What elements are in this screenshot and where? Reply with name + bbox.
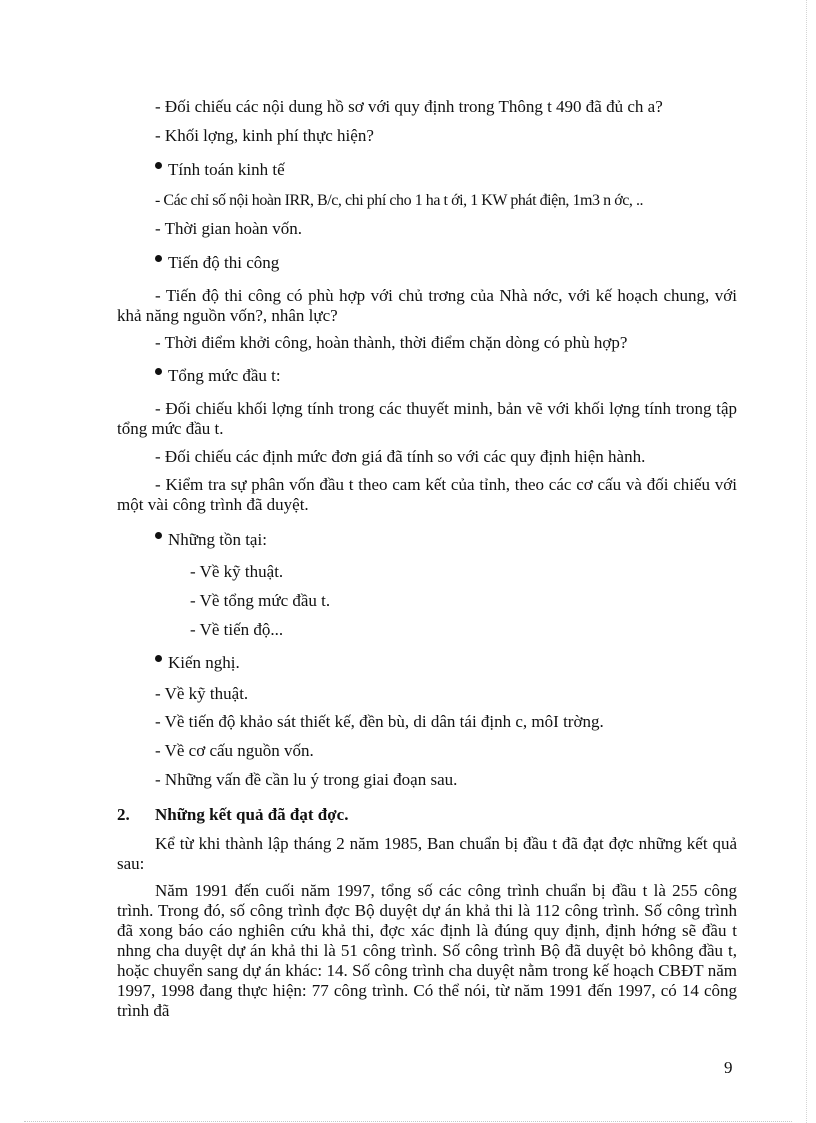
- paragraph-project-statistics: Năm 1991 đến cuối năm 1997, tổng số các công trình chuẩn bị đầu t là 255 công trình. Trong đó, số công trình đợc Bộ duyệt dự án khả thi là 112 công trình. Số công trình đã xong báo cáo nghiên cứu khả thi, đợc xác định là đúng quy định, định hớng sẽ đầu t nhng cha duyệt dự án khả thi là 51 công trình. Số công trình Bộ đã duyệt bỏ không đầu t, hoặc chuyển sang dự án khác: 14. Số công trình cha duyệt nằm trong kế hoạch CBĐT năm 1997, 1998 đang thực hiện: 77 công trình. Có thể nói, từ năm 1991 đến 1997, có 14 công trình đã: [117, 881, 737, 1020]
- bullet-total-investment: [155, 366, 281, 386]
- recommend-item-survey-resettlement: - Về tiến độ khảo sát thiết kế, đền bù, di dân tái định c, môI trờng.: [155, 712, 604, 731]
- bullet-icon: [155, 532, 162, 539]
- text-line-norm-comparison: - Đối chiếu các định mức đơn giá đã tính so với các quy định hiện hành.: [155, 447, 646, 466]
- section-heading-results: [117, 805, 348, 825]
- paragraph-schedule-fit: - Tiến độ thi công có phù hợp với chủ trơng của Nhà nớc, với kế hoạch chung, với khả năng nguồn vốn?, nhân lực?: [117, 286, 737, 325]
- paragraph-capital-allocation: - Kiểm tra sự phân vốn đầu t theo cam kết của tỉnh, theo các cơ cấu và đối chiếu với một vài công trình đã duyệt.: [117, 475, 737, 514]
- bullet-label: Tổng mức đầu t:: [168, 366, 281, 385]
- text-line-volume-cost: - Khối lợng, kinh phí thực hiện?: [155, 126, 374, 145]
- right-dotted-rule: [806, 0, 807, 1123]
- bullet-recommendations: [155, 653, 240, 673]
- bullet-icon: [155, 368, 162, 375]
- bullet-label: Những tồn tại:: [168, 530, 267, 549]
- footer-dotted-rule: [24, 1121, 792, 1122]
- bullet-icon: [155, 162, 162, 169]
- bullet-label: Kiến nghị.: [168, 653, 240, 672]
- text-line-checklist-490: - Đối chiếu các nội dung hồ sơ với quy định trong Thông t 490 đã đủ ch a?: [155, 97, 663, 116]
- bullet-icon: [155, 255, 162, 262]
- issue-item-technical: - Về kỹ thuật.: [190, 562, 284, 581]
- bullet-icon: [155, 655, 162, 662]
- recommend-item-capital-structure: - Về cơ cấu nguồn vốn.: [155, 741, 314, 760]
- bullet-economic-calculation: [155, 160, 285, 180]
- page-number: 9: [724, 1058, 733, 1077]
- recommend-item-next-stage: - Những vấn đề cần lu ý trong giai đoạn sau.: [155, 770, 458, 789]
- bullet-construction-schedule: [155, 253, 279, 273]
- issue-item-progress: - Về tiến độ...: [190, 620, 284, 639]
- bullet-outstanding-issues: [155, 530, 267, 550]
- paragraph-volume-comparison: - Đối chiếu khối lợng tính trong các thuyết minh, bản vẽ với khối lợng tính trong tập tổng mức đầu t.: [117, 399, 737, 438]
- bullet-label: Tính toán kinh tế: [168, 160, 285, 179]
- recommend-item-technical: - Về kỹ thuật.: [155, 684, 249, 703]
- section-title: Những kết quả đã đạt đợc.: [155, 805, 349, 824]
- text-line-economic-indicators: - Các chỉ số nội hoàn IRR, B/c, chi phí cho 1 ha t ới, 1 KW phát điện, 1m3 n ớc, ..: [155, 192, 644, 209]
- text-line-start-finish-time: - Thời điểm khởi công, hoàn thành, thời điểm chặn dòng có phù hợp?: [155, 333, 628, 352]
- paragraph-since-founding: Kể từ khi thành lập tháng 2 năm 1985, Ban chuẩn bị đầu t đã đạt đợc những kết quả sau:: [117, 834, 737, 873]
- issue-item-total-investment: - Về tổng mức đầu t.: [190, 591, 331, 610]
- text-line-payback-time: - Thời gian hoàn vốn.: [155, 219, 303, 238]
- bullet-label: Tiến độ thi công: [168, 253, 280, 272]
- section-number: 2.: [117, 805, 130, 824]
